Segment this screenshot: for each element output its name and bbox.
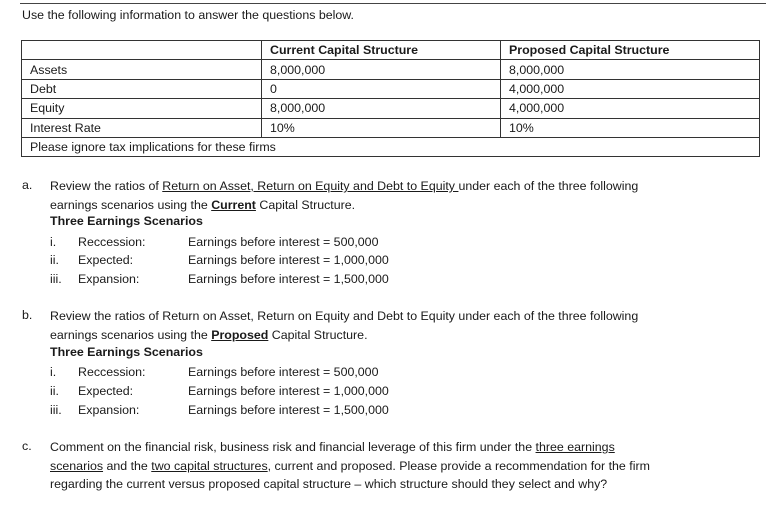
text-run: earnings scenarios using the bbox=[50, 197, 212, 212]
proposed-value: 8,000,000 bbox=[501, 60, 760, 79]
scenario-number: i. bbox=[50, 365, 57, 379]
text-run: earnings scenarios using the bbox=[50, 327, 212, 342]
scenario-label: Reccession: bbox=[78, 365, 146, 379]
text-run-underlined: two capital structures bbox=[151, 458, 268, 473]
scenario-label: Expected: bbox=[78, 253, 134, 267]
scenario-number: ii. bbox=[50, 384, 59, 398]
proposed-value: 10% bbox=[501, 118, 760, 137]
row-label: Equity bbox=[22, 99, 262, 118]
row-label: Debt bbox=[22, 79, 262, 98]
intro-text: Use the following information to answer the questions below. bbox=[22, 8, 354, 22]
text-run-emphasis: Proposed bbox=[211, 327, 269, 342]
table-row bbox=[22, 79, 760, 98]
text-run: , current and proposed. Please provide a recommendation for the firm bbox=[267, 458, 650, 473]
text-run-emphasis: Current bbox=[211, 197, 256, 212]
text-run: and the bbox=[103, 458, 152, 473]
text-run: Review the ratios of bbox=[50, 179, 163, 193]
table-header-current: Current Capital Structure bbox=[262, 41, 501, 60]
scenario-label: Expected: bbox=[78, 384, 134, 398]
question-b-text bbox=[50, 307, 770, 344]
text-run-underlined: scenarios bbox=[50, 458, 104, 473]
text-run: Review the ratios of Return on Asset, Return on Equity and Debt to Equity under each of the three following bbox=[50, 309, 639, 323]
scenario-label: Expansion: bbox=[78, 403, 140, 417]
proposed-value: 4,000,000 bbox=[501, 99, 760, 118]
question-b-letter: b. bbox=[22, 308, 33, 322]
table-row bbox=[22, 118, 760, 137]
scenario-number: ii. bbox=[50, 253, 59, 267]
text-run: Comment on the financial risk, business risk and financial leverage of this firm under the bbox=[50, 440, 536, 454]
current-value: 8,000,000 bbox=[262, 99, 501, 118]
table-header-cell bbox=[22, 41, 262, 60]
text-run: Capital Structure. bbox=[268, 327, 368, 342]
table-header-row bbox=[22, 41, 760, 60]
current-value: 10% bbox=[262, 118, 501, 137]
proposed-value: 4,000,000 bbox=[501, 79, 760, 98]
scenario-value: Earnings before interest = 1,500,000 bbox=[188, 403, 389, 417]
current-value: 8,000,000 bbox=[262, 60, 501, 79]
question-c-letter: c. bbox=[22, 439, 32, 453]
question-a-letter: a. bbox=[22, 178, 33, 192]
scenario-number: iii. bbox=[50, 403, 62, 417]
text-run: under each of the three following bbox=[458, 179, 639, 193]
scenario-label: Expansion: bbox=[78, 272, 140, 286]
scenario-value: Earnings before interest = 1,000,000 bbox=[188, 384, 389, 398]
text-run-underlined: Return on Asset, Return on Equity and Debt to Equity bbox=[162, 179, 459, 193]
row-label: Assets bbox=[22, 60, 262, 79]
table-header-proposed: Proposed Capital Structure bbox=[501, 41, 760, 60]
table-note-row bbox=[22, 137, 760, 156]
text-run: regarding the current versus proposed capital structure – which structure should they select and why? bbox=[50, 477, 608, 491]
current-value: 0 bbox=[262, 79, 501, 98]
text-run-underlined: three earnings bbox=[535, 440, 615, 454]
scenario-value: Earnings before interest = 1,500,000 bbox=[188, 272, 389, 286]
scenario-value: Earnings before interest = 500,000 bbox=[188, 235, 379, 249]
scenarios-title-a: Three Earnings Scenarios bbox=[50, 214, 203, 228]
scenarios-title-b: Three Earnings Scenarios bbox=[50, 345, 203, 359]
scenario-value: Earnings before interest = 1,000,000 bbox=[188, 253, 389, 267]
scenario-label: Reccession: bbox=[78, 235, 146, 249]
question-c-text bbox=[50, 438, 770, 494]
question-a-text bbox=[50, 177, 770, 214]
scenario-value: Earnings before interest = 500,000 bbox=[188, 365, 379, 379]
table-row bbox=[22, 60, 760, 79]
top-divider bbox=[20, 3, 766, 4]
row-label: Interest Rate bbox=[22, 118, 262, 137]
text-run: Capital Structure. bbox=[255, 197, 356, 212]
table-row bbox=[22, 99, 760, 118]
capital-structure-table bbox=[21, 40, 760, 157]
scenario-number: i. bbox=[50, 235, 57, 249]
table-note: Please ignore tax implications for these firms bbox=[22, 137, 760, 156]
scenario-number: iii. bbox=[50, 272, 62, 286]
